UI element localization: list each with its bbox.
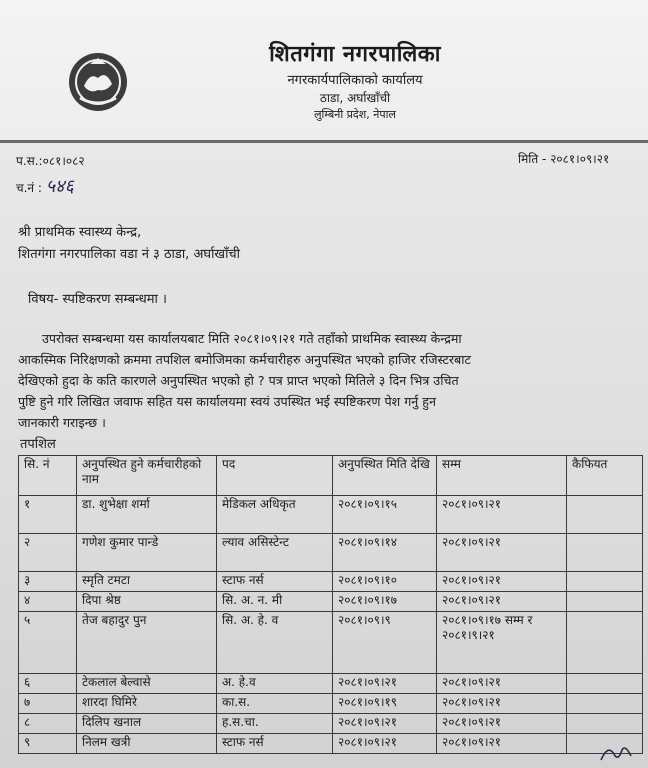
header-absent-until: सम्म [437,456,567,496]
position-cell: ल्याव असिस्टेन्ट [217,534,333,572]
table-row [19,674,643,694]
table-row [19,592,643,612]
position-cell: अ. हे.व [217,674,333,694]
province-name: लुम्बिनी प्रदेश, नेपाल [314,108,396,121]
employee-name-cell: तेज बहादुर पुन [77,612,217,674]
subject-line: विषय- स्पष्टिकरण सम्बन्धमा । [28,292,167,307]
absent-from-cell: २०८१।०९।१४ [333,534,437,572]
employee-name-cell: स्मृति टमटा [77,572,217,592]
body-line-3: देखिएको हुदा के कति कारणले अनुपस्थित भएको हो ? पत्र प्राप्त भएको मितिले ३ दिन भित्र उचित [18,373,459,388]
office-address: ठाडा, अर्घाखाँची [319,91,391,105]
dispatch-number [16,174,74,198]
position-cell: सि. अ. न. मी [217,592,333,612]
absent-from-cell: २०८१।०९।१० [333,572,437,592]
body-line-5: जानकारी गराइन्छ । [18,415,106,430]
absent-until-cell: २०८१।०९।२१ [437,592,567,612]
remarks-cell [567,612,643,674]
body-line-2: आकस्मिक निरिक्षणको क्रममा तपशिल बमोजिमका कर्मचारीहरु अनुपस्थित भएको हाजिर रजिस्टरबाट [18,352,471,367]
header-employee-name: अनुपस्थित हुने कर्मचारीहको नाम [77,456,217,496]
table-caption: तपशिल [20,437,56,452]
organization-header [240,38,470,122]
header-remarks: कैफियत [567,456,643,496]
employee-name-cell: डा. शुभेक्षा शर्मा [77,496,217,534]
table-row [19,534,643,572]
absent-until-cell: २०८१।०९।२१ [437,714,567,734]
employee-name-cell: दिलिप खनाल [77,714,217,734]
letter-date: मिति - २०८१।०९।२१ [518,152,610,166]
letterhead [0,0,648,140]
dispatch-label: च.नं : [16,181,42,195]
serial-cell: ५ [19,612,77,674]
absent-until-cell: २०८१।०९।२१ [437,694,567,714]
remarks-cell [567,496,643,534]
absent-from-cell: २०८१।०९।९ [333,612,437,674]
serial-cell: ७ [19,694,77,714]
signature-mark [598,742,634,764]
office-name: नगरकार्यपालिकाको कार्यालय [287,73,423,88]
serial-cell: ८ [19,714,77,734]
remarks-cell [567,674,643,694]
absent-from-cell: २०८१।०९।२१ [333,734,437,754]
body-line-1: उपरोक्त सम्बन्धमा यस कार्यालयबाट मिति २०८१।०९।२१ गते तहाँको प्राथमिक स्वास्थ्य केन्द्रमा [42,331,462,346]
absent-until-cell: २०८१।०९।२१ [437,496,567,534]
position-cell: स्टाफ नर्स [217,734,333,754]
nepal-emblem-icon [66,50,130,114]
employee-name-cell: निलम खत्री [77,734,217,754]
absent-until-cell: २०८१।०९।२१ [437,734,567,754]
recipient-line-2: शितगंगा नगरपालिका वडा नं ३ ठाडा, अर्घाखाँची [18,247,241,262]
absent-staff-table [18,455,643,754]
serial-cell: ९ [19,734,77,754]
dispatch-handwritten-number: ५४६ [45,176,74,197]
remarks-cell [567,714,643,734]
absent-until-cell: २०८१।०९।१७ सम्म र २०८१।९।२१ [437,612,567,674]
employee-name-cell: दिपा श्रेष्ठ [77,592,217,612]
absent-from-cell: २०८१।०९।१५ [333,496,437,534]
municipality-name: शितगंगा नगरपालिका [269,42,441,67]
absent-from-cell: २०८१।०९।२१ [333,714,437,734]
remarks-cell [567,572,643,592]
position-cell: सि. अ. हे. व [217,612,333,674]
absent-until-cell: २०८१।०९।२१ [437,674,567,694]
header-serial: सि. नं [19,456,77,496]
absent-from-cell: २०८१।०९।२१ [333,674,437,694]
absent-until-cell: २०८१।०९।२१ [437,534,567,572]
absent-until-cell: २०८१।०९।२१ [437,572,567,592]
table-row [19,572,643,592]
body-line-4: पुष्टि हुने गरि लिखित जवाफ सहित यस कार्यालयमा स्वयं उपस्थित भई स्पष्टिकरण पेश गर्नु हुन [18,394,436,409]
serial-cell: ६ [19,674,77,694]
table-row [19,496,643,534]
remarks-cell [567,694,643,714]
employee-name-cell: गणेश कुमार पान्डे [77,534,217,572]
recipient-line-1: श्री प्राथमिक स्वास्थ्य केन्द्र, [18,225,142,240]
position-cell: मेडिकल अधिकृत [217,496,333,534]
table-row [19,612,643,674]
table-row [19,694,643,714]
serial-cell: ३ [19,572,77,592]
position-cell: ह.स.चा. [217,714,333,734]
absent-from-cell: २०८१।०९।१९ [333,694,437,714]
remarks-cell [567,534,643,572]
absent-from-cell: २०८१।०९।१७ [333,592,437,612]
table-row [19,714,643,734]
header-position: पद [217,456,333,496]
remarks-cell [567,592,643,612]
serial-cell: ४ [19,592,77,612]
table-row [19,734,643,754]
position-cell: स्टाफ नर्स [217,572,333,592]
employee-name-cell: टेकलाल बेल्वासे [77,674,217,694]
serial-cell: २ [19,534,77,572]
serial-cell: १ [19,496,77,534]
header-absent-from: अनुपस्थित मिति देखि [333,456,437,496]
employee-name-cell: शारदा घिमिरे [77,694,217,714]
reference-number: प.स.:०८१।०८२ [16,154,85,168]
position-cell: का.स. [217,694,333,714]
table-header-row [19,456,643,496]
